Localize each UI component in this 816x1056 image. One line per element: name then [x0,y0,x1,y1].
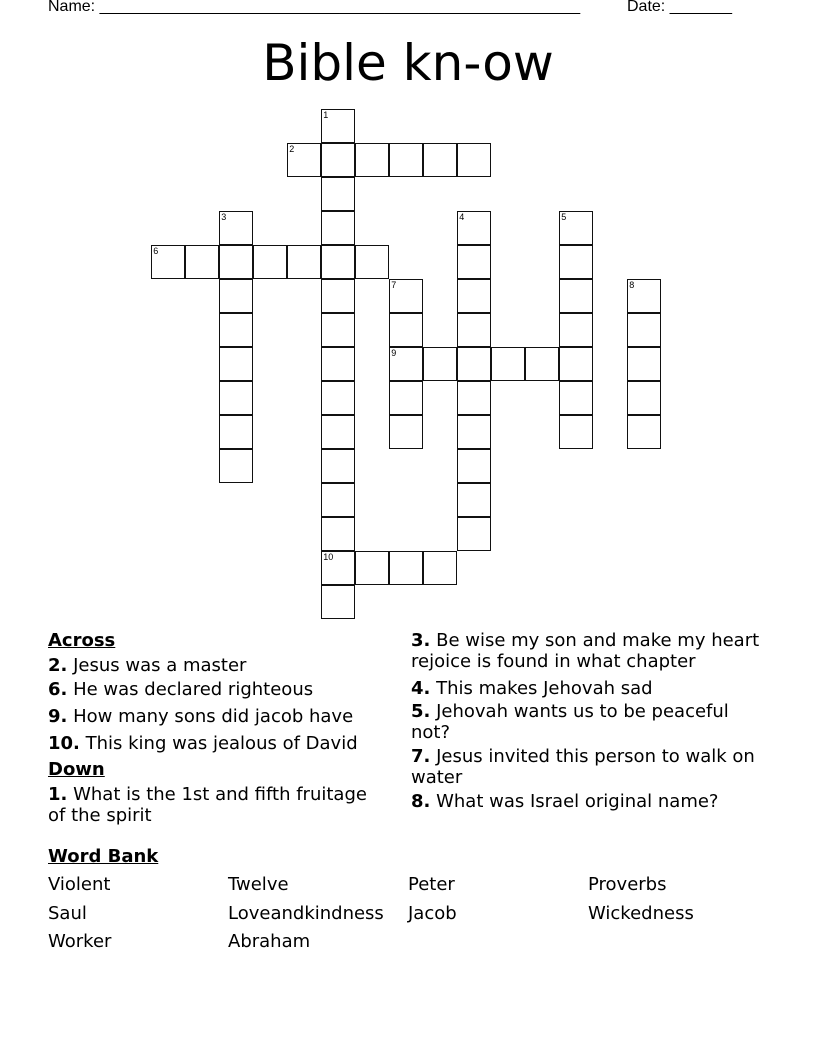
word-bank-item: Worker [48,931,112,952]
crossword-cell[interactable] [219,245,253,279]
crossword-cell[interactable] [321,347,355,381]
crossword-cell[interactable] [423,347,457,381]
crossword-cell[interactable] [627,279,661,313]
clue-text: Jesus invited this person to walk on water [411,746,755,788]
crossword-cell[interactable] [219,347,253,381]
crossword-cell[interactable] [389,143,423,177]
down-clue [411,630,761,672]
down-clue [48,784,388,826]
crossword-cell[interactable] [389,551,423,585]
crossword-cell[interactable] [219,381,253,415]
word-bank-item: Proverbs [588,874,667,895]
across-clue [48,655,388,676]
crossword-cell[interactable] [321,483,355,517]
clue-number-label: 10 [323,552,334,563]
clue-number: 4. [411,678,431,699]
clue-number-label: 6 [153,246,159,257]
clue-number: 6. [48,679,68,700]
crossword-cell[interactable] [559,313,593,347]
crossword-cell[interactable] [457,211,491,245]
crossword-cell[interactable] [525,347,559,381]
clue-text: He was declared righteous [67,679,314,700]
crossword-cell[interactable] [219,313,253,347]
clue-number-label: 5 [561,212,567,223]
crossword-cell[interactable] [321,517,355,551]
crossword-cell[interactable] [559,381,593,415]
crossword-cell[interactable] [321,109,355,143]
crossword-cell[interactable] [321,585,355,619]
crossword-cell[interactable] [491,347,525,381]
down-clue [411,678,761,699]
crossword-cell[interactable] [287,143,321,177]
crossword-cell[interactable] [321,449,355,483]
crossword-cell[interactable] [627,381,661,415]
clue-text: This king was jealous of David [79,733,358,754]
down-clue [411,791,761,812]
crossword-cell[interactable] [151,245,185,279]
crossword-cell[interactable] [457,347,491,381]
clue-number-label: 4 [459,212,465,223]
crossword-cell[interactable] [423,143,457,177]
word-bank-item: Peter [408,874,455,895]
crossword-cell[interactable] [389,347,423,381]
word-bank-item: Violent [48,874,111,895]
clues-right-column [411,630,761,812]
crossword-cell[interactable] [389,279,423,313]
crossword-cell[interactable] [457,449,491,483]
clue-number: 2. [48,655,68,676]
clue-number-label: 7 [391,280,397,291]
clue-text: This makes Jehovah sad [430,678,653,699]
crossword-cell[interactable] [457,381,491,415]
crossword-cell[interactable] [321,143,355,177]
crossword-cell[interactable] [219,449,253,483]
clue-text: Jehovah wants us to be peaceful not? [411,701,729,743]
clue-text: What is the 1st and fifth fruitage of the spirit [48,784,367,826]
crossword-cell[interactable] [355,245,389,279]
across-clue [48,733,388,754]
crossword-cell[interactable] [389,381,423,415]
crossword-cell[interactable] [253,245,287,279]
crossword-cell[interactable] [559,279,593,313]
crossword-cell[interactable] [457,517,491,551]
clue-text: Be wise my son and make my heart rejoice is found in what chapter [411,630,760,672]
crossword-cell[interactable] [185,245,219,279]
clue-text: How many sons did jacob have [67,706,354,727]
clue-text: What was Israel original name? [430,791,719,812]
crossword-cell[interactable] [389,415,423,449]
crossword-cell[interactable] [457,415,491,449]
clue-number: 7. [411,746,431,767]
crossword-cell[interactable] [321,381,355,415]
word-bank-item: Saul [48,902,87,924]
clue-text: Jesus was a master [67,655,247,676]
crossword-cell[interactable] [219,211,253,245]
clue-number: 10. [48,733,80,754]
across-clue [48,679,388,700]
crossword-cell[interactable] [321,279,355,313]
crossword-cell[interactable] [423,551,457,585]
crossword-cell[interactable] [321,551,355,585]
crossword-cell[interactable] [627,415,661,449]
crossword-cell[interactable] [321,177,355,211]
crossword-cell[interactable] [219,415,253,449]
word-bank-item: Abraham [228,931,311,952]
crossword-cell[interactable] [355,143,389,177]
down-clue [411,746,761,788]
crossword-cell[interactable] [457,279,491,313]
crossword-cell[interactable] [559,245,593,279]
crossword-cell[interactable] [457,245,491,279]
down-clue [411,701,761,743]
across-clue [48,706,388,727]
clue-number: 9. [48,706,68,727]
crossword-cell[interactable] [457,143,491,177]
name-field-line: Name: ______________________________________________________ [48,0,581,15]
crossword-cell[interactable] [389,313,423,347]
date-field-line: Date: _______ [627,0,732,15]
word-bank-item: Wickedness [588,902,694,924]
crossword-cell[interactable] [321,211,355,245]
across-heading: Across [48,630,116,651]
clue-number-label: 8 [629,280,635,291]
clue-number-label: 9 [391,348,397,359]
clue-number: 8. [411,791,431,812]
crossword-cell[interactable] [559,415,593,449]
crossword-cell[interactable] [457,313,491,347]
crossword-cell[interactable] [457,483,491,517]
clue-number-label: 2 [289,144,295,155]
crossword-cell[interactable] [321,245,355,279]
clue-number: 5. [411,701,431,722]
crossword-cell[interactable] [321,415,355,449]
word-bank-heading: Word Bank [48,846,159,867]
down-heading: Down [48,759,105,780]
puzzle-title: Bible kn-ow [262,34,554,92]
word-bank-item: Twelve [228,874,289,895]
crossword-cell[interactable] [559,347,593,381]
crossword-cell[interactable] [627,313,661,347]
crossword-cell[interactable] [355,551,389,585]
clue-number-label: 1 [323,110,329,121]
word-bank-item: Jacob [408,902,457,924]
crossword-cell[interactable] [219,279,253,313]
clues-left-column [48,630,388,826]
clue-number: 3. [411,630,431,651]
crossword-cell[interactable] [321,313,355,347]
crossword-cell[interactable] [287,245,321,279]
clue-number: 1. [48,784,68,805]
crossword-cell[interactable] [559,211,593,245]
word-bank-item: Loveandkindness [228,902,384,924]
clue-number-label: 3 [221,212,227,223]
crossword-cell[interactable] [627,347,661,381]
